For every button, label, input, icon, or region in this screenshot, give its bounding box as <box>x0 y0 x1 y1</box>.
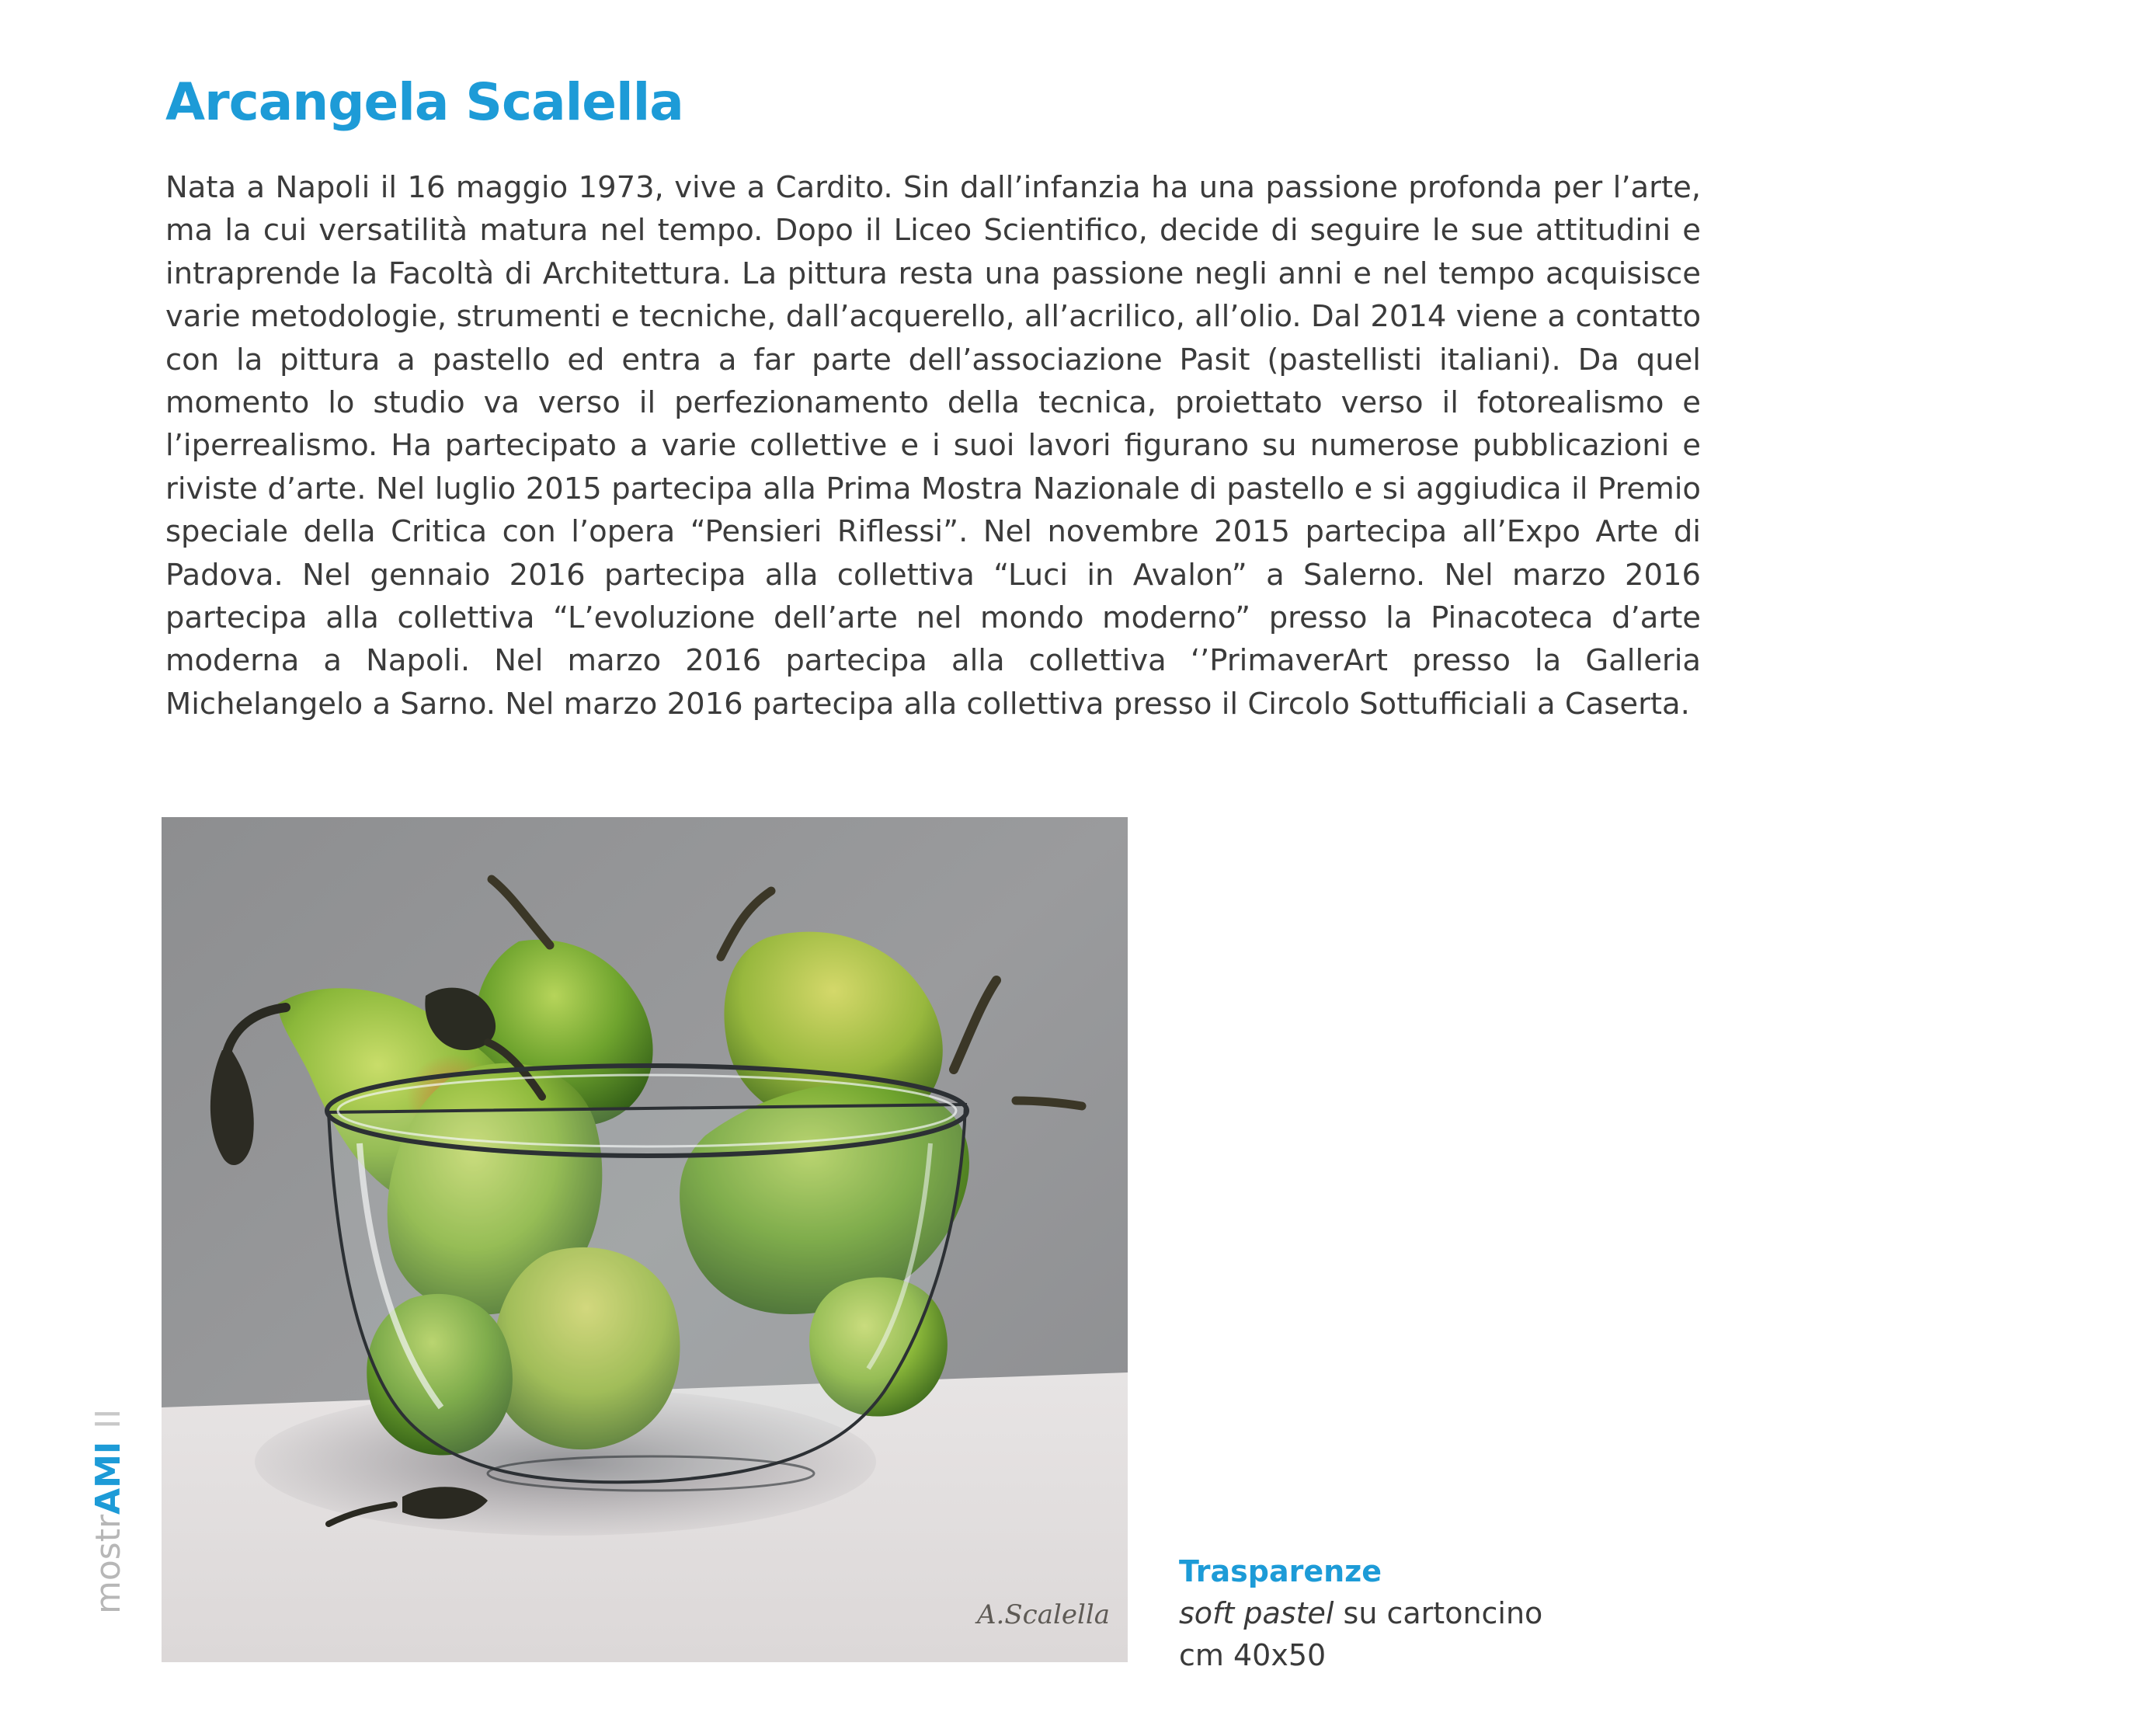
artwork-painting <box>162 817 1128 1662</box>
brand-bold: AMI <box>89 1441 128 1515</box>
artwork-signature: A.Scalella <box>977 1599 1110 1630</box>
artwork-medium-rest: su cartoncino <box>1334 1596 1543 1630</box>
page-number: II <box>89 1408 128 1429</box>
sidebar-brand <box>89 1408 128 1614</box>
artwork-caption <box>1179 1550 1542 1676</box>
brand-prefix: mostr <box>89 1514 128 1614</box>
artist-biography: Nata a Napoli il 16 maggio 1973, vive a Cardito. Sin dall’infanzia ha una passione profonda per l’arte, ma la cui versatilità matura nel tempo. Dopo il Liceo Scientifico, decide di seguire le sue attitudini e intraprende la Facoltà di Architettura. La pittura resta una passione negli anni e nel tempo acquisisce varie metodologie, strumenti e tecniche, dall’acquerello, all’acrilico, all’olio. Dal 2014 viene a contatto con la pittura a pastello ed entra a far parte dell’associazione Pasit (pastellisti italiani). Da quel momento lo studio va verso il perfezionamento della tecnica, proiettato verso il fotorealismo e l’iperrealismo. Ha partecipato a varie collettive e i suoi lavori figurano su numerose pubblicazioni e riviste d’arte. Nel luglio 2015 partecipa alla Prima Mostra Nazionale di pastello e si aggiudica il Premio speciale della Critica con l’opera “Pensieri Riflessi”. Nel novembre 2015 partecipa all’Expo Arte di Padova. Nel gennaio 2016 partecipa alla collettiva “Luci in Avalon” a Salerno. Nel marzo 2016 partecipa alla collettiva “L’evoluzione dell’arte nel mondo moderno” presso la Pinacoteca d’arte moderna a Napoli. Nel marzo 2016 partecipa alla collettiva ‘’PrimaverArt presso la Galleria Michelangelo a Sarno. Nel marzo 2016 partecipa alla collettiva presso il Circolo Sottufficiali a Caserta. <box>165 170 1701 722</box>
artwork-medium <box>1179 1592 1542 1634</box>
artwork-dimensions: cm 40x50 <box>1179 1638 1327 1672</box>
artwork-medium-italic: soft pastel <box>1179 1596 1334 1630</box>
artist-name: Arcangela Scalella <box>165 72 683 132</box>
artwork-title: Trasparenze <box>1179 1554 1382 1588</box>
